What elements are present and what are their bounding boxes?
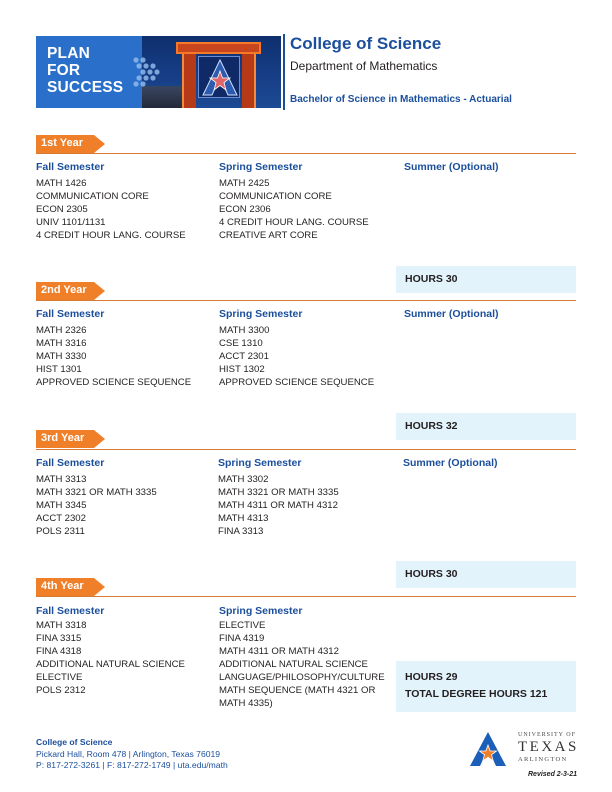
footer-contact (36, 737, 228, 772)
course-item: MATH 3345 (36, 500, 87, 511)
course-item: POLS 2311 (36, 526, 85, 537)
course-item: MATH 4335) (219, 698, 273, 709)
revised-date: Revised 2-3-21 (528, 771, 578, 778)
course-item: ACCT 2302 (36, 513, 86, 524)
logo-arlington: ARLINGTON (518, 756, 568, 763)
course-item: FINA 4319 (219, 633, 265, 644)
course-item: APPROVED SCIENCE SEQUENCE (219, 377, 375, 388)
hours-value: HOURS 29 (405, 671, 458, 683)
course-item: MATH 3302 (218, 474, 269, 485)
course-item: HIST 1301 (36, 364, 82, 375)
course-item: FINA 4318 (36, 646, 82, 657)
course-item: COMMUNICATION CORE (219, 191, 332, 202)
course-item: ECON 2305 (36, 204, 88, 215)
course-item: MATH 4311 OR MATH 4312 (218, 500, 338, 511)
uta-a-star-logo-icon (470, 731, 506, 767)
year-label: 2nd Year (41, 284, 87, 296)
course-item: ELECTIVE (219, 620, 266, 631)
course-item: MATH 3330 (36, 351, 87, 362)
year-hours-box (396, 561, 576, 588)
degree-title: Bachelor of Science in Mathematics - Actuarial (290, 94, 512, 105)
hours-value: HOURS 32 (405, 420, 458, 432)
uta-logo (470, 731, 580, 769)
course-item: POLS 2312 (36, 685, 86, 696)
department-title: Department of Mathematics (290, 59, 438, 73)
footer-college-title: College of Science (36, 737, 113, 747)
banner-line-success: SUCCESS (47, 79, 124, 96)
banner-text (47, 45, 123, 96)
year-divider (36, 300, 576, 301)
spring-semester-heading: Spring Semester (218, 457, 302, 469)
year-label: 1st Year (41, 137, 84, 149)
course-item: MATH 3318 (36, 620, 87, 631)
year-tab-2 (36, 282, 106, 300)
summer-semester-heading: Summer (Optional) (403, 457, 498, 469)
fall-semester-heading: Fall Semester (36, 161, 105, 173)
summer-semester-heading: Summer (Optional) (404, 161, 499, 173)
fall-course-list (36, 619, 185, 697)
spring-semester-heading: Spring Semester (219, 605, 303, 617)
course-item: MATH 3321 OR MATH 3335 (36, 487, 157, 498)
course-item: CSE 1310 (219, 338, 263, 349)
course-item: HIST 1302 (219, 364, 265, 375)
year-tab-arrow (94, 282, 105, 300)
course-item: ADDITIONAL NATURAL SCIENCE (219, 659, 368, 670)
course-item: MATH 1426 (36, 178, 87, 189)
course-item: 4 CREDIT HOUR LANG. COURSE (219, 217, 369, 228)
course-item: ADDITIONAL NATURAL SCIENCE (36, 659, 185, 670)
course-item: MATH SEQUENCE (MATH 4321 OR (219, 685, 376, 696)
logo-university-of: UNIVERSITY OF (518, 732, 576, 738)
fall-semester-heading: Fall Semester (36, 457, 105, 469)
year-tab-arrow (94, 135, 105, 153)
year-divider (36, 449, 576, 450)
year-tab-1 (36, 135, 106, 153)
tower-top (176, 42, 261, 54)
final-hours-box (396, 661, 576, 712)
course-item: 4 CREDIT HOUR LANG. COURSE (36, 230, 186, 241)
college-title: College of Science (290, 34, 442, 53)
fall-course-list (36, 473, 157, 538)
uta-wordmark (518, 731, 579, 764)
course-item: ACCT 2301 (219, 351, 269, 362)
tower-a-star-sign-icon (198, 56, 240, 98)
logo-texas: TEXAS (518, 739, 579, 755)
plan-for-success-banner (36, 36, 281, 108)
spring-semester-heading: Spring Semester (219, 161, 303, 173)
course-item: COMMUNICATION CORE (36, 191, 149, 202)
course-item: MATH 4313 (218, 513, 269, 524)
year-label: 4th Year (41, 580, 84, 592)
course-item: MATH 2326 (36, 325, 87, 336)
course-item: MATH 3313 (36, 474, 87, 485)
tower-right-pillar (242, 54, 256, 108)
year-hours-box (396, 266, 576, 293)
fall-semester-heading: Fall Semester (36, 308, 105, 320)
year-divider (36, 153, 576, 154)
footer-address: Pickard Hall, Room 478 | Arlington, Texas 76019 (36, 748, 221, 759)
summer-semester-heading: Summer (Optional) (404, 308, 499, 320)
banner-line-plan: PLAN (47, 45, 90, 62)
spring-course-list (218, 473, 339, 538)
course-item: APPROVED SCIENCE SEQUENCE (36, 377, 192, 388)
course-item: MATH 3300 (219, 325, 270, 336)
hours-value: HOURS 30 (405, 568, 458, 580)
header-divider (283, 34, 285, 110)
course-item: ELECTIVE (36, 672, 83, 683)
course-item: MATH 3316 (36, 338, 87, 349)
course-item: LANGUAGE/PHILOSOPHY/CULTURE (219, 672, 385, 683)
spring-course-list (219, 177, 369, 242)
total-degree-hours: TOTAL DEGREE HOURS 121 (405, 688, 548, 700)
year-hours-box (396, 413, 576, 440)
course-item: ECON 2306 (219, 204, 271, 215)
year-tab-arrow (94, 578, 105, 596)
fall-course-list (36, 177, 186, 242)
spring-semester-heading: Spring Semester (219, 308, 303, 320)
tower-left-pillar (182, 54, 196, 108)
course-item: FINA 3313 (218, 526, 264, 537)
course-item: FINA 3315 (36, 633, 82, 644)
fall-course-list (36, 324, 191, 389)
course-item: MATH 4311 OR MATH 4312 (219, 646, 339, 657)
spring-course-list (219, 619, 385, 710)
year-label: 3rd Year (41, 432, 85, 444)
year-tab-4 (36, 578, 106, 596)
fall-semester-heading: Fall Semester (36, 605, 105, 617)
dot-arrow-pattern-icon (132, 54, 172, 94)
footer-contact-line[interactable]: P: 817-272-3261 | F: 817-272-1749 | uta.edu/math (36, 760, 228, 770)
course-item: UNIV 1101/1131 (36, 217, 106, 228)
course-item: MATH 3321 OR MATH 3335 (218, 487, 339, 498)
year-divider (36, 596, 576, 597)
course-item: MATH 2425 (219, 178, 270, 189)
spring-course-list (219, 324, 374, 389)
year-tab-arrow (94, 430, 105, 448)
year-tab-3 (36, 430, 106, 448)
hours-value: HOURS 30 (405, 273, 458, 285)
course-item: CREATIVE ART CORE (219, 230, 318, 241)
banner-line-for: FOR (47, 62, 81, 79)
